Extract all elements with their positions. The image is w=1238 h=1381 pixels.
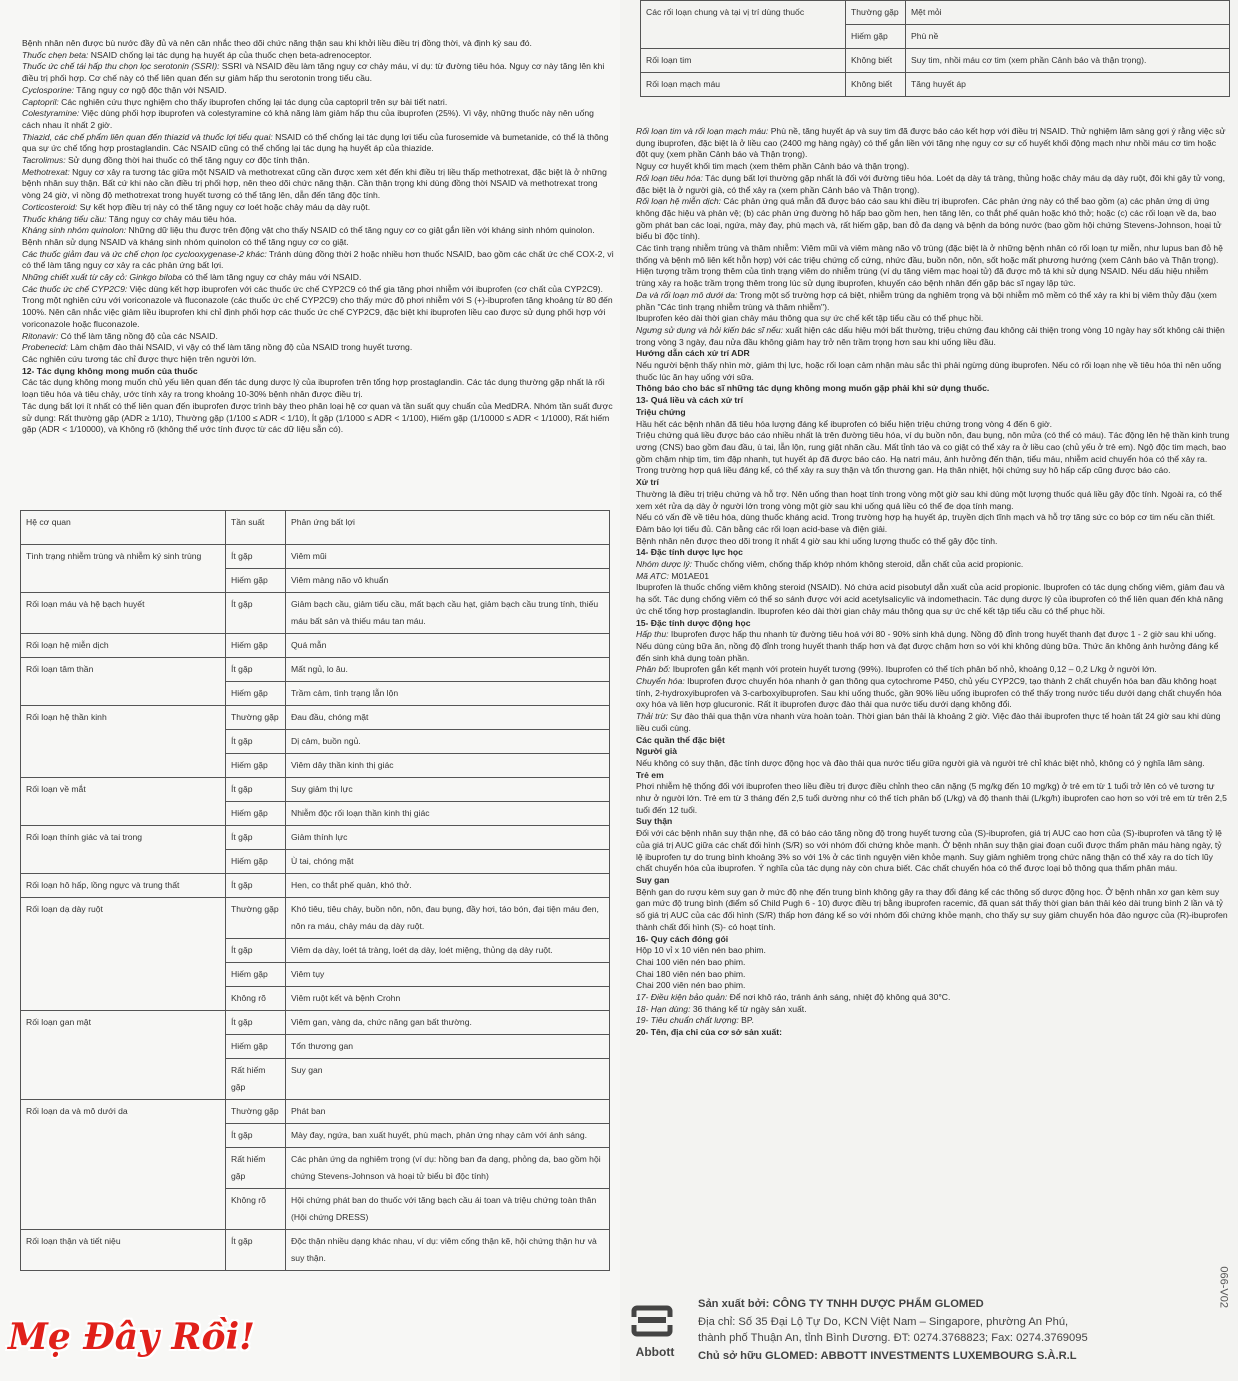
paragraph-lead: Rối loạn tim và rối loạn mạch máu: (636, 126, 769, 136)
adverse-reactions-table-continued (640, 0, 1230, 97)
paragraph-text: Bệnh nhân nên được theo dõi trong ít nhất 4 giờ sau khi uống lượng thuốc có thể gây độc tính. (636, 535, 998, 546)
monograph-paragraph (636, 758, 1230, 770)
paragraph-text: Chai 180 viên nén bao phim. (636, 968, 746, 979)
table-row (21, 1011, 610, 1035)
right-page (620, 0, 1238, 1381)
paragraph-text: SSRI và NSAID đều làm tăng nguy cơ chảy máu, ví dụ: từ đường tiêu hóa. Nguy cơ này tăng lên khi điều trị phối hợp. Cơ chế này có thể liên quan đến sự giảm hấp thu serotonin trong tiểu cầu. (22, 61, 605, 84)
interaction-paragraph (22, 272, 614, 284)
monograph-paragraph (636, 1015, 1230, 1027)
table-header-row (21, 511, 610, 545)
frequency-cell: Ít gặp (226, 730, 286, 754)
paragraph-text: Thuốc chống viêm, chống thấp khớp nhóm không steroid, dẫn chất của acid propionic. (692, 559, 1024, 570)
paragraph-lead: Nhóm dược lý: (636, 559, 693, 570)
paragraph-text: Triệu chứng quá liều được báo cáo nhiều nhất là trên đường tiêu hóa, ví dụ buồn nôn, đau bụng, nôn mửa (có thể có máu). Tác động lên hệ thần kinh trung ương (CNS) bao gồm đau đầu, ù tai, lẫn lộn, rung giật nhãn cầu. Mất tỉnh táo và co giật có thể xảy ra ở liều cao (chủ yếu ở trẻ em). Ngộ độc tim mạch, bao gồm chậm nhịp tim, tim đập nhanh, tụt huyết áp đã được báo cáo. Hạ natri máu, ảnh hưởng đến thận, tiểu máu, nhiễm acid chuyển hóa có thể xảy ra. Trong trường hợp quá liều đáng kể, có thể xảy ra suy thận và tổn thương gan. Hạ thân nhiệt, hội chứng suy hô hấp cấp cũng được báo cáo. (636, 430, 1230, 476)
monograph-paragraph (636, 711, 1230, 734)
frequency-cell: Hiếm gặp (226, 850, 286, 874)
paragraph-lead: Xử trí (636, 477, 659, 488)
organ-system-cell: Rối loạn tâm thần (21, 658, 226, 706)
adverse-reactions-table (20, 510, 610, 1271)
interaction-paragraph (22, 214, 614, 226)
monograph-paragraph (636, 196, 1230, 243)
paragraph-text: Ibuprofen gắn kết mạnh với protein huyết tương (99%). Ibuprofen có thể tích phân bố nhỏ, khoảng 0,12 – 0,2 L/kg ở người lớn. (670, 664, 1157, 675)
organ-system-cell: Rối loạn thính giác và tai trong (21, 826, 226, 874)
paragraph-text: NSAID có thể chống lại tác dụng lợi tiểu của furosemide và bumetanide, có thể là thông qua sự ức chế tổng hợp prostaglandin. Các NSAID cũng có thể chống lại tác dụng hạ huyết áp của thiazide. (22, 131, 609, 154)
paragraph-text: có thể làm tăng nguy cơ chảy máu với NSAID. (181, 272, 362, 283)
monograph-paragraph (636, 735, 1230, 747)
table-header-cell: Hệ cơ quan (21, 511, 226, 545)
interaction-paragraph (22, 132, 614, 155)
paragraph-text: BP. (738, 1015, 754, 1026)
interaction-paragraph (22, 97, 614, 109)
monograph-paragraph (636, 816, 1230, 828)
paragraph-lead: 16- Quy cách đóng gói (636, 933, 729, 944)
paragraph-text: Tránh dùng đồng thời 2 hoặc nhiều hơn thuốc NSAID, bao gồm các chất ức chế COX-2, vì có thể làm tăng nguy cơ xảy ra các phản ứng bất lợi. (22, 248, 614, 271)
paragraph-text: Hộp 10 vỉ x 10 viên nén bao phim. (636, 945, 766, 956)
monograph-paragraph (636, 641, 1230, 664)
paragraph-lead: Hấp thu: (636, 629, 669, 640)
interaction-paragraph (22, 108, 614, 131)
monograph-paragraph (636, 781, 1230, 816)
paragraph-lead: Triệu chứng (636, 406, 686, 417)
reaction-cell: Mất ngủ, lo âu. (286, 658, 610, 682)
paragraph-text: Đối với các bệnh nhân suy thận nhẹ, đã có báo cáo tăng nồng độ trong huyết tương của (S)-ibuprofen, giá trị AUC cao hơn của (S)-ibuprofen và tăng tỷ lệ của giá trị AUC giữa các chất đối hình (S/R) so với nhóm đối chứng khỏe mạnh. Ở bệnh nhân suy thận giai đoạn cuối được thẩm phân máu hàng ngày, tỷ lệ ibuprofen tự do trung bình khoảng 3% so với 1% ở các tình nguyện viên khỏe mạnh. Suy giảm nghiêm trọng chức năng thận có thể xảy ra do tích lũy chất chuyển hóa của ibuprofen. Ý nghĩa của tác dụng này còn chưa biết. Các chất chuyển hóa có thể được loại bỏ thông qua thẩm phân máu. (636, 828, 1222, 874)
reaction-cell: Tổn thương gan (286, 1035, 610, 1059)
table-row (21, 898, 610, 939)
frequency-cell: Ít gặp (226, 593, 286, 634)
organ-system-cell: Rối loạn hô hấp, lồng ngực và trung thất (21, 874, 226, 898)
reaction-cell: Dị cảm, buồn ngủ. (286, 730, 610, 754)
monograph-paragraph (636, 126, 1230, 161)
paragraph-lead: Rối loạn tiêu hóa: (636, 172, 703, 183)
paragraph-lead: Methotrexat: (22, 166, 70, 177)
table-row (21, 1100, 610, 1124)
left-text-column (22, 38, 614, 436)
paragraph-text: Có thể làm tăng nồng độ của các NSAID. (58, 330, 218, 341)
interaction-paragraph (22, 342, 614, 354)
monograph-paragraph (636, 161, 1230, 173)
frequency-cell: Ít gặp (226, 939, 286, 963)
abbott-logo (630, 1304, 680, 1359)
monograph-paragraph (636, 571, 1230, 583)
organ-system-cell: Các rối loạn chung và tại vị trí dùng thuốc (641, 1, 846, 49)
reaction-cell: Viêm ruột kết và bệnh Crohn (286, 987, 610, 1011)
document-code: 066-V02 (1218, 1266, 1230, 1308)
paragraph-text: Sử dụng đồng thời hai thuốc có thể tăng nguy cơ độc tính thận. (65, 155, 310, 166)
frequency-cell: Ít gặp (226, 874, 286, 898)
reaction-cell: Các phản ứng da nghiêm trọng (ví dụ: hồng ban đa dạng, phỏng da, bao gồm hội chứng Stevens-Johnson và hoại tử biểu bì độc tính) (286, 1148, 610, 1189)
reaction-cell: Viêm dây thần kinh thị giác (286, 754, 610, 778)
paragraph-text: Nếu có vấn đề về tiêu hóa, dùng thuốc kháng acid. Trong trường hợp hạ huyết áp, truyền dịch tĩnh mạch và hỗ trợ tăng sức co bóp cơ tim nếu cần thiết. Đảm bảo lợi tiểu đủ. Cân bằng các rối loạn acid-base và điện giải. (636, 512, 1216, 534)
frequency-cell: Hiếm gặp (226, 754, 286, 778)
monograph-paragraph (636, 266, 1230, 289)
monograph-paragraph (636, 1004, 1230, 1016)
paragraph-lead: Ritonavir: (22, 330, 59, 341)
paragraph-lead: 15- Đặc tính dược động học (636, 617, 751, 628)
paragraph-text: Các tình trạng nhiễm trùng và thâm nhiễm: Viêm mũi và viêm màng não vô trùng (đặc biệt là ở những bệnh nhân có rối loạn tự miễn, như lupus ban đỏ hệ thống và bệnh mô liên kết hỗn hợp) với các triệu chứng cổ cứng, nhức đầu, buồn nôn, nôn, sốt hoặc mất phương hướng (xem Cảnh báo và Thận trọng). (636, 243, 1223, 265)
paragraph-lead: 18- Hạn dùng: (636, 1003, 691, 1014)
paragraph-lead: Thuốc chẹn beta: (22, 49, 89, 60)
paragraph-lead: Mã ATC: (636, 570, 669, 581)
table-row (641, 49, 1230, 73)
monograph-paragraph (636, 770, 1230, 782)
reaction-cell: Nhiễm độc rối loạn thần kinh thị giác (286, 802, 610, 826)
reaction-cell: Đau đầu, chóng mặt (286, 706, 610, 730)
paragraph-text: NSAID chống lại tác dụng hạ huyết áp của thuốc chẹn beta-adrenoceptor. (88, 49, 372, 60)
paragraph-text: Ibuprofen là thuốc chống viêm không steroid (NSAID). Nó chứa acid pisobutyl dẫn xuất của acid propionic. Ibuprofen có tác dụng chống viêm, giảm đau và hạ sốt. Tác dụng chống viêm có thể so sánh được với acid acetylsalicylic và indomethacin. Tác dụng dược lý của ibuprofen có thể liên quan đến khả năng ức chế tổng hợp prostaglandin. Ibuprofen kéo dài thời gian chảy máu thông qua sự ức chế kết tập tiểu cầu có thể phục hồi. (636, 582, 1225, 616)
frequency-cell: Ít gặp (226, 1124, 286, 1148)
paragraph-lead: Chuyển hóa: (636, 676, 685, 687)
interaction-paragraph (22, 354, 614, 366)
paragraph-text: Trong một số trường hợp cá biệt, nhiễm trùng da nghiêm trọng và bội nhiễm mô mềm có thể xảy ra khi bị viêm thủy đậu (xem phần "Các tình trạng nhiễm trùng và thâm nhiễm"). (636, 289, 1217, 312)
paragraph-lead: 17- Điều kiện bảo quản: (636, 992, 728, 1003)
frequency-cell: Ít gặp (226, 1011, 286, 1035)
reaction-cell: Ù tai, chóng mặt (286, 850, 610, 874)
interaction-paragraph (22, 331, 614, 343)
paragraph-text: Ibuprofen được hấp thu nhanh từ đường tiêu hoá với 80 - 90% sinh khả dụng. Nồng độ đỉnh trong huyết thanh đạt được 1 - 2 giờ sau khi uống. (668, 629, 1217, 640)
table-row (21, 545, 610, 569)
paragraph-text: Nếu người bệnh thấy nhìn mờ, giảm thị lực, hoặc rối loạn cảm nhận màu sắc thì phải ngừng dùng ibuprofen. Nếu có rối loạn nhẹ về tiêu hóa thì nên uống thuốc lúc ăn hay uống với sữa. (636, 360, 1222, 382)
monograph-paragraph (636, 243, 1230, 266)
section-12-paragraph (22, 401, 614, 436)
reaction-cell: Viêm màng não vô khuẩn (286, 569, 610, 593)
paragraph-lead: Ngưng sử dụng và hỏi kiến bác sĩ nếu: (636, 324, 784, 335)
section-12-title: 12- Tác dụng không mong muốn của thuốc (22, 365, 198, 376)
paragraph-text: Nguy cơ xảy ra tương tác giữa một NSAID và methotrexat cũng cần được xem xét đến khi điều trị liều thấp methotrexat, đặc biệt là ở những bệnh nhân suy thận. Bất cứ khi nào cần điều trị phối hợp, nên theo dõi chức năng thận. Cần thận trọng khi dùng đồng thời NSAID và methotrexat trong vòng 24 giờ, vì nồng độ methotrexat trong huyết tương có thể tăng lên, dẫn đến tăng độc tính. (22, 166, 607, 201)
organ-system-cell: Rối loạn mạch máu (641, 73, 846, 97)
reaction-cell: Phù nề (906, 25, 1230, 49)
frequency-cell: Hiếm gặp (226, 634, 286, 658)
interaction-paragraph (22, 284, 614, 331)
monograph-paragraph (636, 969, 1230, 981)
frequency-cell: Hiếm gặp (226, 569, 286, 593)
paragraph-lead: Kháng sinh nhóm quinolon: (22, 225, 127, 236)
paragraph-text: Chai 200 viên nén bao phim. (636, 980, 746, 991)
frequency-cell: Ít gặp (226, 778, 286, 802)
monograph-paragraph (636, 313, 1230, 325)
monograph-paragraph (636, 395, 1230, 407)
owner-line: Chủ sở hữu GLOMED: ABBOTT INVESTMENTS LUXEMBOURG S.À.R.L (698, 1350, 1077, 1362)
paragraph-text: Các nghiên cứu thực nghiệm cho thấy ibuprofen chống lại tác dụng của captopril trên sự bài tiết natri. (58, 96, 448, 107)
paragraph-lead: Thải trừ: (636, 711, 669, 722)
paragraph-text: Hầu hết các bệnh nhân đã tiêu hóa lượng đáng kể ibuprofen có biểu hiện triệu chứng trong vòng 4 đến 6 giờ. (636, 418, 1052, 429)
interaction-paragraph (22, 155, 614, 167)
paragraph-lead: Rối loạn hệ miễn dịch: (636, 196, 722, 207)
table-row (641, 73, 1230, 97)
monograph-paragraph (636, 887, 1230, 934)
monograph-paragraph (636, 383, 1230, 395)
monograph-paragraph (636, 828, 1230, 875)
monograph-paragraph (636, 746, 1230, 758)
table-row (21, 826, 610, 850)
paragraph-lead: Suy gan (636, 875, 670, 885)
organ-system-cell: Rối loạn dạ dày ruột (21, 898, 226, 1011)
monograph-paragraph (636, 536, 1230, 548)
interaction-paragraph (22, 61, 614, 84)
monograph-paragraph (636, 676, 1230, 711)
table-row (21, 706, 610, 730)
interaction-paragraph (22, 249, 614, 272)
paragraph-text: M01AE01 (668, 570, 710, 581)
paragraph-text: Các nghiên cứu tương tác chỉ được thực hiện trên người lớn. (22, 353, 257, 364)
frequency-cell: Hiếm gặp (226, 682, 286, 706)
paragraph-text: Chai 100 viên nén bao phim. (636, 956, 746, 967)
reaction-cell: Viêm mũi (286, 545, 610, 569)
paragraph-lead: 19- Tiêu chuẩn chất lượng: (636, 1015, 739, 1026)
frequency-cell: Ít gặp (226, 826, 286, 850)
frequency-cell: Không rõ (226, 1189, 286, 1230)
paragraph-text: Ibuprofen được chuyển hóa nhanh ở gan thông qua cytochrome P450, chủ yếu CYP2C9, tạo thành 2 chất chuyển hóa ban đầu không hoạt tính, 2-hydroxyibuprofen và 3-carboxyibuprofen. Sau khi uống thuốc, gần 90% liều uống ibuprofen có thể thấy trong nước tiểu dưới dạng chất chuyển hóa oxy hóa và liên hợp glucuronic. Rất ít ibuprofen được đào thải qua nước tiểu dưới dạng không đổi. (636, 676, 1222, 710)
reaction-cell: Suy gan (286, 1059, 610, 1100)
monograph-paragraph (636, 582, 1230, 617)
frequency-cell: Hiếm gặp (226, 963, 286, 987)
reaction-cell: Hội chứng phát ban do thuốc với tăng bạch cầu ái toan và triệu chứng toàn thân (Hội chứng DRESS) (286, 1189, 610, 1230)
paragraph-text: Các phản ứng quá mẫn đã được báo cáo sau khi điều trị ibuprofen. Các phản ứng này có thể bao gồm (a) các phản ứng dị ứng không đặc hiệu và phản vệ; (b) các phản ứng đường hô hấp bao gồm hen, hen tăng lên, co thắt phế quản hoặc khó thở; hoặc (c) các rối loạn về da, bao gồm phát ban các loại, ngứa, mày đay, phù mạch và, rất hiếm gặp, ban đỏ đa dạng và bệnh da bóng nước (bao gồm hội chứng Stevens-Johnson, hoại tử biểu bì độc tính). (636, 196, 1222, 242)
paragraph-text: Bệnh nhân nên được bù nước đầy đủ và nên cân nhắc theo dõi chức năng thận sau khi khởi liều điều trị đồng thời, và định kỳ sau đó. (22, 38, 532, 48)
monograph-paragraph (636, 360, 1230, 383)
paragraph-text: Những dữ liệu thu được trên động vật cho thấy NSAID có thể tăng nguy cơ co giật gắn liền với kháng sinh nhóm quinolon. Bệnh nhân sử dụng NSAID và kháng sinh nhóm quinolon có thể tăng nguy cơ co giật. (22, 225, 595, 247)
frequency-cell: Thường gặp (226, 1100, 286, 1124)
monograph-paragraph (636, 348, 1230, 360)
reaction-cell: Mày đay, ngứa, ban xuất huyết, phù mạch, phản ứng nhạy cảm với ánh sáng. (286, 1124, 610, 1148)
monograph-paragraph (636, 934, 1230, 946)
table-header-cell: Phản ứng bất lợi (286, 511, 610, 545)
manufacturer-city-phone: thành phố Thuận An, tỉnh Bình Dương. ĐT: 0274.3768823; Fax: 0274.3769095 (698, 1332, 1088, 1344)
watermark: Mẹ Đây Rồi! (8, 1316, 255, 1358)
frequency-cell: Ít gặp (226, 1230, 286, 1271)
paragraph-text: Nguy cơ huyết khối tim mạch (xem thêm phần Cảnh báo và thận trọng). (636, 161, 910, 172)
frequency-cell: Không rõ (226, 987, 286, 1011)
manufacturer-footer (620, 1266, 1238, 1381)
paragraph-text: Sự đào thải qua thận vừa nhanh vừa hoàn toàn. Thời gian bán thải là khoảng 2 giờ. Việc đào thải ibuprofen thực tế hoàn tất 24 giờ sau khi dùng liều cuối cùng. (636, 711, 1221, 733)
monograph-paragraph (636, 1027, 1230, 1039)
reaction-cell: Giảm bạch cầu, giảm tiểu cầu, mất bạch cầu hạt, giảm bạch cầu trung tính, thiếu máu bất sản và thiếu máu tan máu. (286, 593, 610, 634)
paragraph-text: Để nơi khô ráo, tránh ánh sáng, nhiệt độ không quá 30°C. (727, 992, 951, 1003)
frequency-cell: Ít gặp (226, 545, 286, 569)
paragraph-text: Việc dùng kết hợp ibuprofen với các thuốc ức chế CYP2C9 có thể gia tăng phơi nhiễm với ibuprofen (cơ chất của CYP2C9). Trong một nghiên cứu với voriconazole và fluconazole (các thuốc ức chế CYP2C9) cho thấy mức độ phơi nhiễm với S (+)-ibuprofen tăng khoảng từ 80 đến 100%. Nên cân nhắc việc giảm liều ibuprofen khi chỉ định phối hợp các thuốc ức chế CYP2C9, đặc biệt khi ibuprofen liều cao được sử dụng phối hợp với voriconazole hoặc fluconazole. (22, 283, 613, 329)
monograph-paragraph (636, 430, 1230, 477)
paragraph-text: Tác dụng bất lợi thường gặp nhất là đối với đường tiêu hóa. Loét dạ dày tá tràng, thủng hoặc chảy máu dạ dày ruột, đôi khi gây tử vong, đặc biệt là ở người già, có thể xảy ra (xem phần Cảnh báo và Thận trọng). (636, 172, 1226, 195)
monograph-paragraph (636, 629, 1230, 641)
table-row (21, 634, 610, 658)
organ-system-cell: Rối loạn gan mật (21, 1011, 226, 1100)
monograph-paragraph (636, 407, 1230, 419)
reaction-cell: Phát ban (286, 1100, 610, 1124)
reaction-cell: Suy giảm thị lực (286, 778, 610, 802)
frequency-cell: Không biết (846, 49, 906, 73)
frequency-cell: Hiếm gặp (226, 802, 286, 826)
paragraph-text: Nếu không có suy thận, đặc tính dược động học và đào thải qua nước tiểu giữa người già và người trẻ chỉ khác biệt nhỏ, không có ý nghĩa lâm sàng. (636, 757, 1205, 768)
paragraph-lead: Thiazid, các chế phẩm liên quan đến thiazid và thuốc lợi tiểu quai: (22, 131, 273, 142)
organ-system-cell: Rối loạn tim (641, 49, 846, 73)
monograph-paragraph (636, 173, 1230, 196)
reaction-cell: Giảm thính lực (286, 826, 610, 850)
paragraph-lead: 20- Tên, địa chỉ của cơ sở sản xuất: (636, 1027, 782, 1038)
paragraph-lead: Captopril: (22, 96, 59, 107)
manufacturer-name: Sản xuất bởi: CÔNG TY TNHH DƯỢC PHẨM GLOMED (698, 1298, 984, 1310)
monograph-paragraph (636, 512, 1230, 535)
interaction-paragraph (22, 50, 614, 62)
manufacturer-address: Địa chỉ: Số 35 Đại Lộ Tự Do, KCN Việt Nam – Singapore, phường An Phú, (698, 1316, 1069, 1328)
section-12-paragraph (22, 377, 614, 400)
paragraph-lead: Phân bố: (636, 664, 671, 675)
paragraph-lead: Hướng dẫn cách xử trí ADR (636, 348, 750, 359)
paragraph-lead: Thuốc kháng tiểu cầu: (22, 213, 107, 224)
table-row (641, 1, 1230, 25)
paragraph-text: Các tác dụng không mong muốn chủ yếu liên quan đến tác dụng dược lý của ibuprofen trên tổng hợp prostaglandin. Các tác dụng thường gặp nhất là rối loạn tiêu hóa và tiêu chảy, ước tính xảy ra trong khoảng 10-30% bệnh nhân được điều trị. (22, 377, 605, 400)
paragraph-text: Thường là điều trị triệu chứng và hỗ trợ. Nên uống than hoạt tính trong vòng một giờ sau khi dùng một lượng thuốc quá liều gây độc tính. Ngoài ra, có thể xem xét rửa dạ dày ở người lớn trong vòng một giờ sau khi uống quá liều có thể đe dọa tính mạng. (636, 488, 1222, 511)
frequency-cell: Ít gặp (226, 658, 286, 682)
paragraph-lead: Tacrolimus: (22, 155, 66, 166)
right-text-column (636, 126, 1230, 1039)
paragraph-lead: Cyclosporine: (22, 84, 75, 95)
paragraph-text: Tăng nguy cơ ngộ độc thận với NSAID. (74, 84, 227, 95)
monograph-paragraph (636, 945, 1230, 957)
reaction-cell: Tăng huyết áp (906, 73, 1230, 97)
organ-system-cell: Tình trạng nhiễm trùng và nhiễm ký sinh trùng (21, 545, 226, 593)
table-row (21, 874, 610, 898)
frequency-cell: Thường gặp (226, 706, 286, 730)
interaction-paragraph (22, 225, 614, 248)
paragraph-lead: Các thuốc giảm đau và ức chế chọn lọc cyclooxygenase-2 khác: (22, 248, 267, 259)
paragraph-text: Tác dụng bất lợi ít nhất có thể liên quan đến ibuprofen được trình bày theo phân loại hệ cơ quan và tần suất quy chuẩn của MedDRA. Nhóm tần suất được sử dụng: Rất thường gặp (ADR ≥ 1/10), Thường gặp (1/100 ≤ ADR < 1/10), Ít gặp (1/1000 ≤ ADR < 1/100), Hiếm gặp (1/10000 ≤ ADR < 1/1000), Rất hiếm gặp (ADR < 1/10000), và Không rõ (không thể ước tính được từ các dữ liệu sẵn có). (22, 400, 613, 435)
frequency-cell: Thường gặp (226, 898, 286, 939)
interaction-paragraph (22, 167, 614, 202)
reaction-cell: Suy tim, nhồi máu cơ tim (xem phần Cảnh báo và thận trọng). (906, 49, 1230, 73)
monograph-paragraph (636, 559, 1230, 571)
paragraph-lead: Da và rối loạn mô dưới da: (636, 289, 738, 300)
organ-system-cell: Rối loạn thận và tiết niệu (21, 1230, 226, 1271)
abbott-logo-icon (630, 1304, 674, 1338)
paragraph-lead: Colestyramine: (22, 108, 80, 119)
paragraph-text: Tăng nguy cơ chảy máu tiêu hóa. (106, 213, 237, 224)
table-row (21, 778, 610, 802)
paragraph-lead: Probenecid: (22, 342, 68, 353)
paragraph-lead: Các thuốc ức chế CYP2C9: (22, 283, 128, 294)
monograph-paragraph (636, 664, 1230, 676)
interaction-paragraph (22, 38, 614, 50)
paragraph-lead: 14- Đặc tính dược lực học (636, 547, 743, 558)
frequency-cell: Hiếm gặp (226, 1035, 286, 1059)
interaction-paragraph (22, 202, 614, 214)
abbott-brand: Abbott (635, 1345, 675, 1359)
paragraph-text: xuất hiện các dấu hiệu mới bất thường, triệu chứng đau không cải thiện trong vòng 10 ngày hay sốt không cải thiện trong vòng 3 ngày, đau nửa đầu không giảm hay trở nên trầm trọng hơn sau khi uống liều đầu. (636, 324, 1225, 347)
paragraph-text: Hiện tượng trầm trọng thêm của tình trạng viêm do nhiễm trùng (ví dụ tăng viêm mạc hoại tử) đã được mô tả khi sử dụng NSAID. Nếu dấu hiệu nhiễm trùng xảy ra hoặc trầm trọng thêm trong lúc sử dụng ibuprofen, khuyến cáo bệnh nhân đến gặp bác sĩ ngay lập tức. (636, 266, 1209, 289)
paragraph-lead: 13- Quá liều và cách xử trí (636, 395, 744, 406)
monograph-paragraph (636, 980, 1230, 992)
monograph-paragraph (636, 547, 1230, 559)
monograph-paragraph (636, 325, 1230, 348)
monograph-paragraph (636, 618, 1230, 630)
frequency-cell: Hiếm gặp (846, 25, 906, 49)
monograph-paragraph (636, 477, 1230, 489)
paragraph-text: Phù nề, tăng huyết áp và suy tim đã được báo cáo kết hợp với điều trị NSAID. Thử nghiệm lâm sàng gợi ý rằng việc sử dụng ibuprofen, đặc biệt là ở liều cao (2400 mg hàng ngày) có thể gắn liền với tăng nhẹ nguy cơ sự cố huyết khối động mạch như nhồi máu cơ tim hoặc đột quỵ (xem phần Cảnh báo và Thận trọng). (636, 126, 1226, 160)
monograph-paragraph (636, 957, 1230, 969)
paragraph-lead: Corticosteroid: (22, 201, 78, 212)
paragraph-text: Làm chậm đào thải NSAID, vì vậy có thể làm tăng nồng độ của NSAID trong huyết tương. (67, 342, 413, 353)
paragraph-lead: Trẻ em (636, 769, 664, 780)
reaction-cell: Mệt mỏi (906, 1, 1230, 25)
paragraph-text: Sự kết hợp điều trị này có thể tăng nguy cơ loét hoặc chảy máu dạ dày ruột. (77, 201, 371, 212)
organ-system-cell: Rối loạn da và mô dưới da (21, 1100, 226, 1230)
paragraph-text: Ibuprofen kéo dài thời gian chảy máu thông qua sự ức chế kết tập tiểu cầu có thể phục hồi. (636, 313, 984, 324)
reaction-cell: Viêm gan, vàng da, chức năng gan bất thường. (286, 1011, 610, 1035)
monograph-paragraph (636, 992, 1230, 1004)
table-header-cell: Tần suất (226, 511, 286, 545)
paragraph-lead: Người già (636, 746, 677, 757)
monograph-paragraph (636, 290, 1230, 313)
paragraph-text: Nếu dùng cùng bữa ăn, nồng độ đỉnh trong huyết thanh thấp hơn và đạt được chậm hơn so với khi không dùng bữa. Thức ăn không ảnh hưởng đáng kể đến sinh khả dụng toàn phần. (636, 640, 1219, 663)
reaction-cell: Viêm dạ dày, loét tá tràng, loét dạ dày, loét miệng, thủng dạ dày ruột. (286, 939, 610, 963)
monograph-paragraph (636, 875, 1230, 887)
frequency-cell: Rất hiếm gặp (226, 1148, 286, 1189)
paragraph-text: 36 tháng kể từ ngày sản xuất. (690, 1003, 807, 1014)
interaction-paragraph (22, 85, 614, 97)
paragraph-lead: Các quần thể đặc biệt (636, 734, 725, 745)
paragraph-text: Bệnh gan do rượu kèm suy gan ở mức độ nhẹ đến trung bình không gây ra thay đổi đáng kể các thông số dược động học. Ở bệnh nhân xơ gan kèm suy gan mức độ trung bình (điểm số Child Pugh 6 - 10) được điều trị bằng ibuprofen racemic, đã quan sát thấy thời gian bán thải kéo dài trung bình 2 lần và tỷ số giá trị AUC của các đối hình (S/R) thấp hơn đáng kể so với nhóm đối chứng khỏe mạnh, cho thấy sự suy giảm chuyển hóa đảo ngược của (R)-ibuprofen thành chất đối hình (S)- có hoạt tính. (636, 886, 1228, 932)
paragraph-lead: Suy thận (636, 816, 673, 827)
table-row (21, 1230, 610, 1271)
organ-system-cell: Rối loạn hệ thần kinh (21, 706, 226, 778)
reaction-cell: Hen, co thắt phế quản, khó thở. (286, 874, 610, 898)
organ-system-cell: Rối loạn hệ miễn dịch (21, 634, 226, 658)
reaction-cell: Quá mẫn (286, 634, 610, 658)
table-row (21, 658, 610, 682)
monograph-paragraph (636, 489, 1230, 512)
paragraph-text: Việc dùng phối hợp ibuprofen và colestyramine có khả năng làm giảm hấp thu của ibuprofen (25%). Vì vậy, những thuốc này nên uống cách nhau ít nhất 2 giờ. (22, 108, 594, 130)
reaction-cell: Trầm cảm, tình trạng lẫn lộn (286, 682, 610, 706)
frequency-cell: Thường gặp (846, 1, 906, 25)
reaction-cell: Khó tiêu, tiêu chảy, buồn nôn, nôn, đau bụng, đầy hơi, táo bón, đại tiện máu đen, nôn ra máu, chảy máu dạ dày ruột. (286, 898, 610, 939)
frequency-cell: Rất hiếm gặp (226, 1059, 286, 1100)
organ-system-cell: Rối loạn về mắt (21, 778, 226, 826)
paragraph-lead: Thuốc ức chế tái hấp thu chọn lọc serotonin (SSRI): (22, 61, 220, 72)
paragraph-lead: Thông báo cho bác sĩ những tác dụng không mong muốn gặp phải khi sử dụng thuốc. (636, 383, 990, 394)
reaction-cell: Độc thận nhiều dạng khác nhau, ví dụ: viêm cống thận kẽ, hội chứng thận hư và suy thận. (286, 1230, 610, 1271)
frequency-cell: Không biết (846, 73, 906, 97)
table-row (21, 593, 610, 634)
paragraph-text: Phơi nhiễm hệ thống đối với ibuprofen theo liều điều trị được điều chỉnh theo cân nặng (5 mg/kg đến 10 mg/kg) ở trẻ em từ 1 tuổi trở lên có vẻ tương tự như ở người lớn. Trẻ em từ 3 tháng đến 2,5 tuổi dường như có thể tích phân bố (L/kg) và độ thanh thải (L/kg/h) ibuprofen cao hơn so với trẻ em từ trên 2,5 tuổi đến 12 tuổi. (636, 781, 1227, 815)
organ-system-cell: Rối loạn máu và hệ bạch huyết (21, 593, 226, 634)
reaction-cell: Viêm tụy (286, 963, 610, 987)
monograph-paragraph (636, 419, 1230, 431)
paragraph-lead: Những chiết xuất từ cây cỏ: Ginkgo biloba (22, 272, 182, 283)
